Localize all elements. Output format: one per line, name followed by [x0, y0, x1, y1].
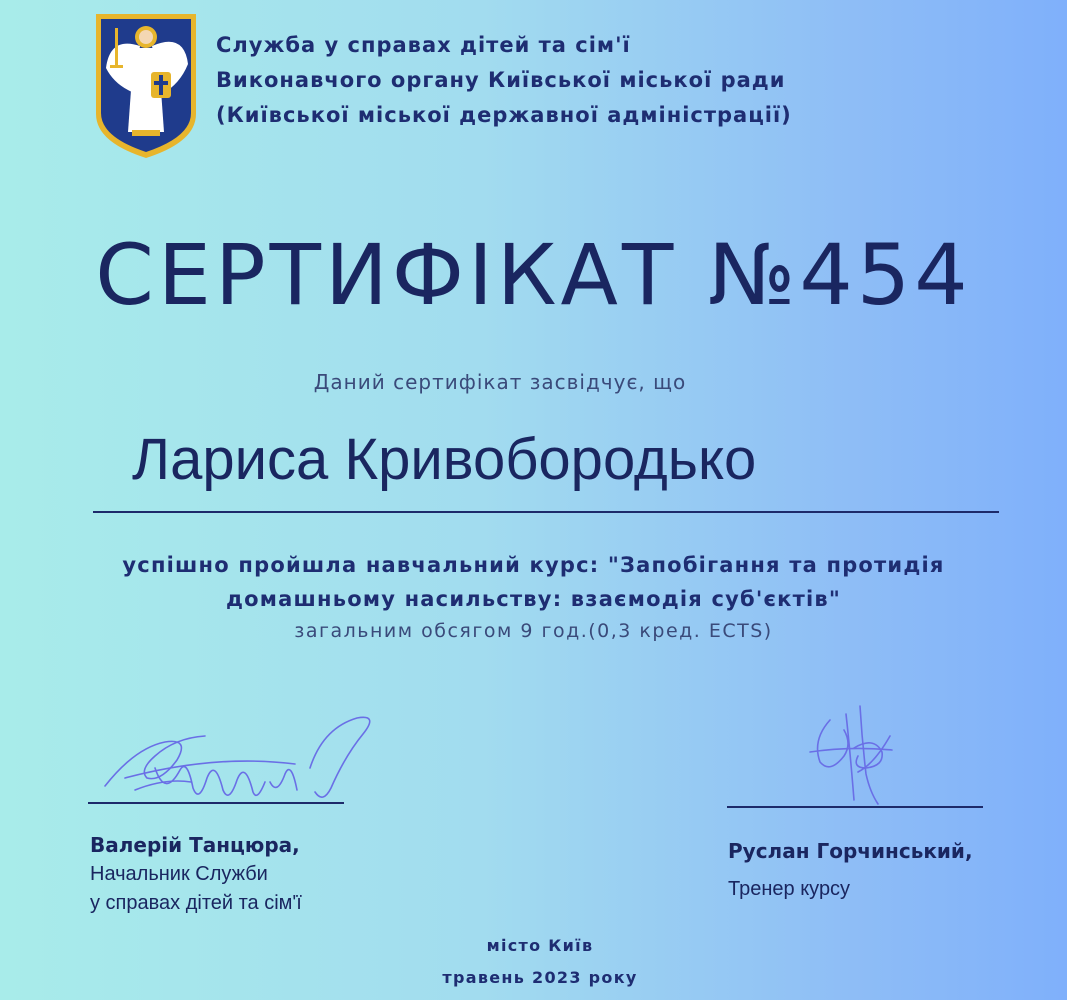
org-line-1: Служба у справах дітей та сім'ї [216, 33, 631, 57]
signature-1-image [95, 708, 395, 813]
signatory-1-role-line-1: Начальник Служби [90, 863, 268, 885]
city: місто Київ [486, 936, 594, 955]
org-line-2: Виконавчого органу Київської міської ради [216, 68, 786, 92]
certificate-title: СЕРТИФІКАТ №454 [95, 226, 972, 324]
course-volume: загальним обсягом 9 год.(0,3 кред. ECTS) [294, 620, 773, 642]
kyiv-coat-of-arms-icon [92, 10, 200, 160]
course-description [0, 548, 1067, 616]
place-and-date [0, 930, 1067, 994]
name-underline [93, 511, 999, 513]
signatory-2-role: Тренер курсу [728, 878, 851, 900]
issue-date: травень 2023 року [442, 968, 638, 987]
signatory-1 [90, 830, 302, 918]
signatory-1-role-line-2: у справах дітей та сім'ї [90, 892, 302, 914]
recipient-name: Лариса Кривобородько [132, 427, 757, 492]
signatory-1-name: Валерій Танцюра, [90, 833, 300, 857]
signature-1-line [88, 802, 344, 804]
organization-name [216, 28, 792, 133]
signatory-2 [728, 836, 973, 904]
signature-2-image [800, 700, 910, 812]
signatory-2-name: Руслан Горчинський, [728, 839, 973, 863]
signature-2-line [727, 806, 983, 808]
certifies-text: Даний сертифікат засвідчує, що [313, 370, 687, 394]
course-line-2: домашньому насильству: взаємодія суб'єктів" [225, 587, 841, 611]
org-line-3: (Київської міської державної адміністрації) [216, 103, 792, 127]
course-line-1: успішно пройшла навчальний курс: "Запобігання та протидія [122, 553, 945, 577]
